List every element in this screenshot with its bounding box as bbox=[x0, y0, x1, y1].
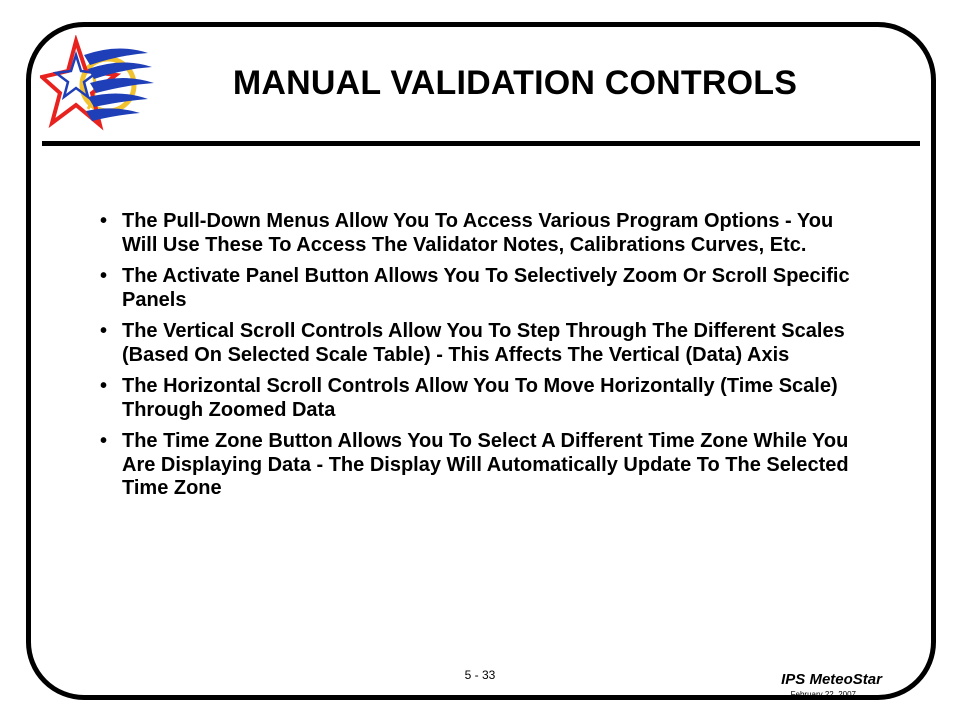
bullet-item-horizontal-scroll bbox=[100, 375, 860, 422]
slide-title: MANUAL VALIDATION CONTROLS bbox=[232, 64, 798, 102]
bullet-text: The Horizontal Scroll Controls Allow You To Move Horizontally (Time Scale) Through Zoomed Data bbox=[122, 375, 838, 421]
bullet-icon: • bbox=[100, 375, 108, 397]
bullet-icon: • bbox=[100, 210, 108, 232]
bullet-item-activate-panel bbox=[100, 265, 860, 312]
bullet-text: The Activate Panel Button Allows You To Selectively Zoom Or Scroll Specific Panels bbox=[122, 265, 850, 311]
company-name: IPS MeteoStar bbox=[781, 671, 882, 688]
star-globe-logo-icon bbox=[40, 35, 158, 140]
bullet-text: The Time Zone Button Allows You To Select A Different Time Zone While You Are Displaying Data - The Display Will Automatically Update To The Selected Time Zone bbox=[122, 430, 849, 499]
bullet-item-vertical-scroll bbox=[100, 320, 860, 367]
title-divider bbox=[42, 141, 920, 146]
bullet-icon: • bbox=[100, 320, 108, 342]
bullet-text: The Vertical Scroll Controls Allow You To Step Through The Different Scales (Based On Selected Scale Table) - This Affects The Vertical (Data) Axis bbox=[122, 320, 845, 366]
bullet-icon: • bbox=[100, 430, 108, 452]
bullet-text: The Pull-Down Menus Allow You To Access Various Program Options - You Will Use These To Access The Validator Notes, Calibrations Curves, Etc. bbox=[122, 210, 834, 256]
bullet-item-pull-down-menus bbox=[100, 210, 860, 257]
bullet-list bbox=[100, 210, 860, 509]
bullet-item-time-zone bbox=[100, 430, 860, 501]
footer-date: February 22, 2007 bbox=[790, 690, 856, 699]
page-number: 5 - 33 bbox=[464, 668, 496, 682]
bullet-icon: • bbox=[100, 265, 108, 287]
